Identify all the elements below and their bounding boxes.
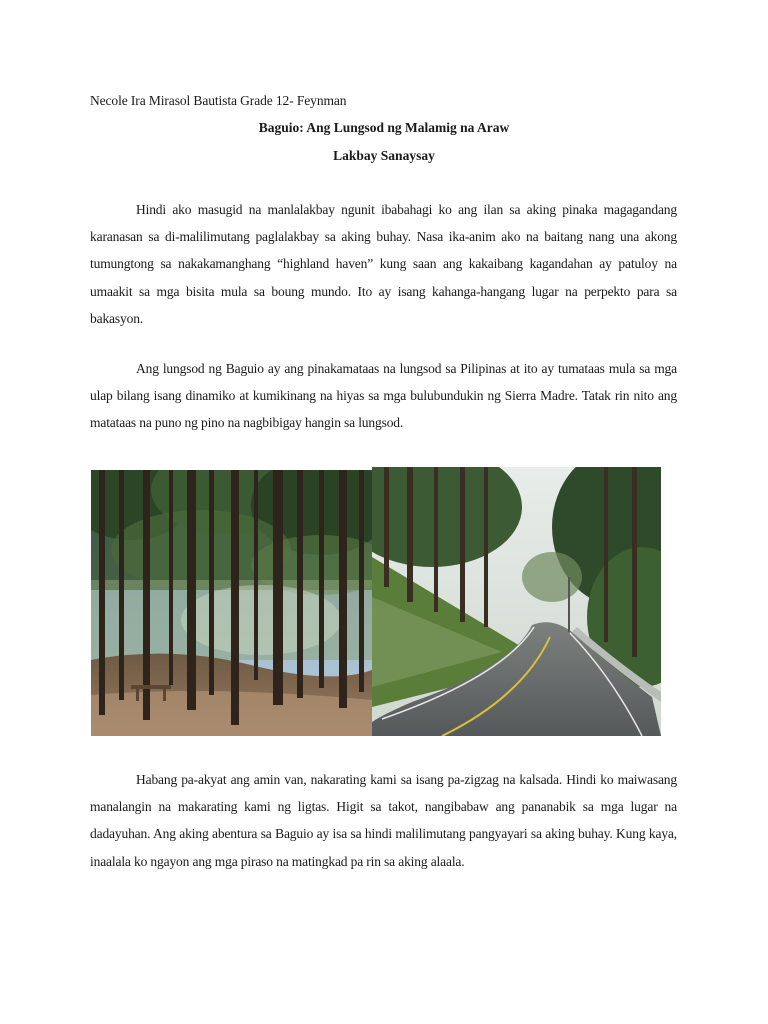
author-line: Necole Ira Mirasol Bautista Grade 12- Feynman xyxy=(90,93,347,108)
paragraph-2: Ang lungsod ng Baguio ay ang pinakamataas na lungsod sa Pilipinas at ito ay tumataas mula sa mga ulap bilang isang dinamiko at kumikinang na hiyas sa mga bulubundukin ng Sierra Madre. Tatak rin nito ang matataas na puno ng pino na nagbibigay hangin sa lungsod. xyxy=(90,361,677,431)
document-subtitle: Lakbay Sanaysay xyxy=(333,148,435,163)
winding-road-photo xyxy=(372,467,661,736)
pine-forest-photo xyxy=(91,470,372,736)
paragraph-3: Habang pa-akyat ang amin van, nakarating kami sa isang pa-zigzag na kalsada. Hindi ko maiwasang manalangin na makarating kami ng ligtas. Higit sa takot, nangibabaw ang pananabik sa mga lugar na dadayuhan. Ang aking abentura sa Baguio ay isa sa hindi malilimutang pangyayari sa aking buhay. Kung kaya, inaalala ko ngayon ang mga piraso na matingkad pa rin sa aking alaala. xyxy=(90,772,677,869)
paragraph-1: Hindi ako masugid na manlalakbay ngunit ibabahagi ko ang ilan sa aking pinaka magagandang karanasan sa di-malilimutang paglalakbay sa aking buhay. Nasa ika-anim ako na baitang nang una akong tumungtong sa nakakamanghang “highland haven” kung saan ang kakaibang kagandahan ay patuloy na umaakit sa mga bisita mula sa boung mundo. Ito ay isang kahanga-hangang lugar na perpekto para sa bakasyon. xyxy=(90,202,677,326)
document-title: Baguio: Ang Lungsod ng Malamig na Araw xyxy=(258,120,510,135)
